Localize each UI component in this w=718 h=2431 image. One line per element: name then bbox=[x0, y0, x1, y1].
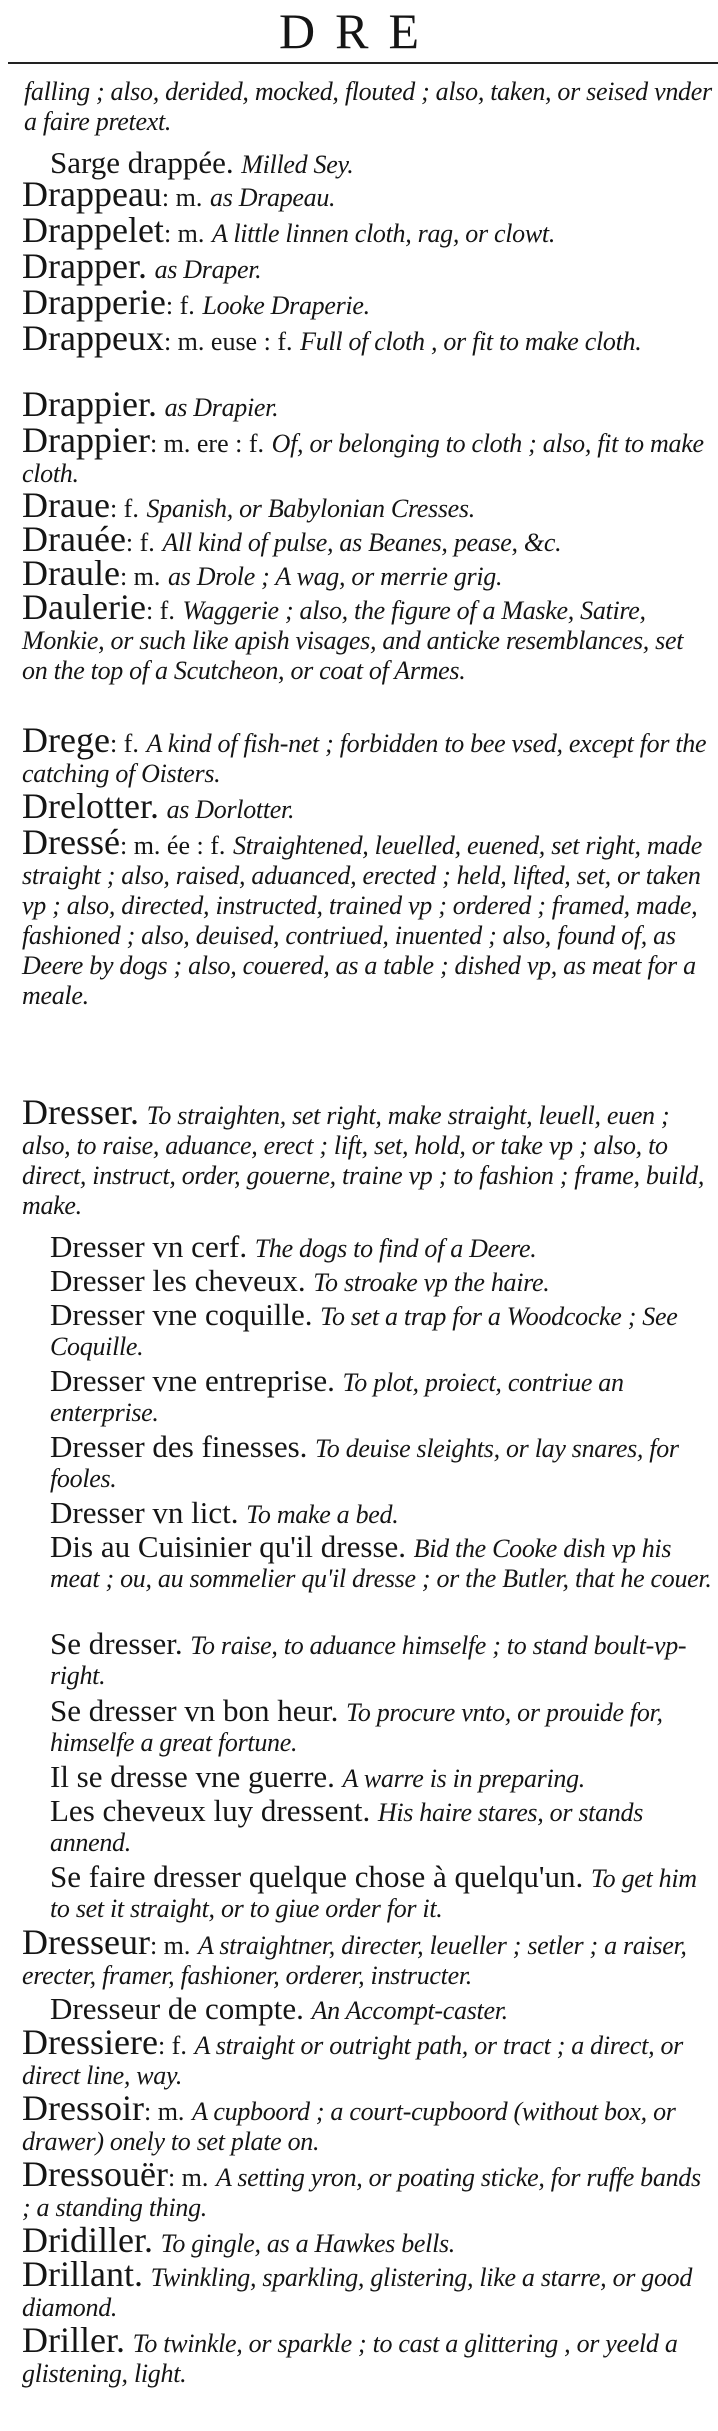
gloss: Looke Draperie. bbox=[202, 291, 370, 320]
headword: Drappier bbox=[22, 420, 150, 460]
dictionary-entry bbox=[22, 420, 712, 488]
grammar-label: : m. bbox=[119, 562, 161, 591]
gloss: To twinkle, or sparkle ; to cast a glittering , or yeeld a glistening, light. bbox=[22, 2329, 678, 2388]
gloss: A straightner, directer, leueller ; setler ; a raiser, erecter, framer, fashioner, orderer, instructer. bbox=[22, 1931, 687, 1990]
gloss: Of, or belonging to cloth ; also, fit to make cloth. bbox=[22, 429, 704, 488]
headword: Dresser les cheveux. bbox=[50, 1263, 306, 1298]
grammar-label: : m. ée : f. bbox=[119, 831, 226, 860]
gloss: His haire stares, or stands annend. bbox=[50, 1798, 644, 1857]
gloss: Full of cloth , or fit to make cloth. bbox=[300, 327, 642, 356]
headword: Il se dresse vne guerre. bbox=[50, 1759, 335, 1794]
dictionary-entry bbox=[22, 2254, 712, 2322]
dictionary-entry bbox=[22, 519, 712, 559]
phrase-entry bbox=[50, 1297, 712, 1361]
running-head: DRE bbox=[279, 3, 439, 59]
phrase-entry bbox=[50, 1793, 712, 1857]
gloss: All kind of pulse, as Beanes, pease, &c. bbox=[162, 528, 562, 557]
dictionary-entry bbox=[22, 822, 712, 1010]
grammar-label: : m. bbox=[163, 219, 205, 248]
headword: Drappier. bbox=[22, 384, 157, 424]
phrase-entry bbox=[50, 1759, 712, 1794]
headword: Drapper. bbox=[22, 246, 147, 286]
dictionary-entry bbox=[22, 2154, 712, 2222]
headword: Dresser vne coquille. bbox=[50, 1297, 313, 1332]
headword: Se dresser. bbox=[50, 1626, 183, 1661]
phrase-entry bbox=[50, 1229, 712, 1264]
gloss: A little linnen cloth, rag, or clowt. bbox=[212, 219, 556, 248]
headword: Dressiere bbox=[22, 2022, 158, 2062]
headword: Dressé bbox=[22, 822, 120, 862]
headword: Drelotter. bbox=[22, 786, 159, 826]
gloss: as Drapier. bbox=[164, 393, 279, 422]
dictionary-entry bbox=[22, 1092, 712, 1220]
dictionary-entry bbox=[22, 720, 712, 788]
gloss: A kind of fish-net ; forbidden to bee vsed, except for the catching of Oisters. bbox=[22, 729, 707, 788]
headword: Dresser vn cerf. bbox=[50, 1229, 248, 1264]
gloss: Waggerie ; also, the figure of a Maske, Satire, Monkie, or such like apish visages, and anticke resemblances, set on the top of a Scutcheon, or coat of Armes. bbox=[22, 596, 684, 685]
grammar-label: : m. bbox=[167, 2163, 209, 2192]
headword: Drappelet bbox=[22, 210, 164, 250]
grammar-label: : f. bbox=[165, 291, 195, 320]
headword: Dresser. bbox=[22, 1092, 139, 1132]
dictionary-entry bbox=[22, 587, 712, 685]
dictionary-entry bbox=[22, 2320, 712, 2388]
headword: Dresser vne entreprise. bbox=[50, 1363, 335, 1398]
headword: Se dresser vn bon heur. bbox=[50, 1693, 339, 1728]
gloss: To plot, proiect, contriue an enterprise. bbox=[50, 1368, 624, 1427]
phrase-entry bbox=[50, 1363, 712, 1427]
grammar-label: : m. bbox=[143, 2097, 185, 2126]
headword: Drege bbox=[22, 720, 110, 760]
grammar-label: : f. bbox=[125, 528, 155, 557]
gloss: as Drapeau. bbox=[210, 183, 336, 212]
dictionary-entry bbox=[22, 384, 712, 424]
headword: Driller. bbox=[22, 2320, 125, 2360]
grammar-label: : f. bbox=[109, 494, 139, 523]
phrase-entry bbox=[50, 1991, 712, 2026]
phrase-entry bbox=[50, 1263, 712, 1298]
dictionary-entry bbox=[22, 1922, 712, 1990]
headword: Drappeux bbox=[22, 318, 164, 358]
headword: Daulerie bbox=[22, 587, 146, 627]
gloss: A warre is in preparing. bbox=[342, 1764, 585, 1793]
phrase-entry bbox=[50, 1429, 712, 1493]
grammar-label: : f. bbox=[157, 2031, 187, 2060]
gloss: The dogs to find of a Deere. bbox=[254, 1234, 537, 1263]
header-rule bbox=[8, 62, 718, 64]
dictionary-entry bbox=[22, 2022, 712, 2090]
grammar-label: : m. bbox=[149, 1931, 191, 1960]
headword: Drillant. bbox=[22, 2254, 143, 2294]
grammar-label: : m. ere : f. bbox=[149, 429, 265, 458]
headword: Dresser des finesses. bbox=[50, 1429, 308, 1464]
headword: Dressoir bbox=[22, 2088, 144, 2128]
continued-entry bbox=[24, 76, 714, 136]
page-header bbox=[0, 0, 718, 70]
gloss: To make a bed. bbox=[246, 1500, 399, 1529]
gloss: Spanish, or Babylonian Cresses. bbox=[146, 494, 475, 523]
headword: Dresseur de compte. bbox=[50, 1991, 304, 2026]
dictionary-entry bbox=[22, 210, 712, 250]
gloss: To raise, to aduance himselfe ; to stand boult-vp-right. bbox=[50, 1631, 687, 1690]
gloss: To stroake vp the haire. bbox=[313, 1268, 550, 1297]
gloss: Twinkling, sparkling, glistering, like a starre, or good diamond. bbox=[22, 2263, 693, 2322]
gloss: To procure vnto, or prouide for, himselfe a great fortune. bbox=[50, 1698, 663, 1757]
gloss: An Accompt-caster. bbox=[311, 1996, 508, 2025]
dictionary-entry bbox=[22, 786, 712, 826]
gloss: To straighten, set right, make straight, leuell, euen ; also, to raise, aduance, erect ; lift, set, hold, or take vp ; also, to direct, instruct, order, gouerne, traine vp ; to fashion ; frame, build, make. bbox=[22, 1101, 705, 1220]
phrase-entry bbox=[50, 1859, 712, 1923]
headword: Dis au Cuisinier qu'il dresse. bbox=[50, 1529, 407, 1564]
headword: Drauée bbox=[22, 519, 126, 559]
gloss: as Draper. bbox=[154, 255, 262, 284]
grammar-label: : f. bbox=[109, 729, 139, 758]
gloss: Bid the Cooke dish vp his meat ; ou, au sommelier qu'il dresse ; or the Butler, that he couer. bbox=[50, 1534, 712, 1593]
gloss: as Dorlotter. bbox=[166, 795, 295, 824]
headword: Dresser vn lict. bbox=[50, 1495, 239, 1530]
headword: Drappeau bbox=[22, 174, 162, 214]
headword: Dressouër bbox=[22, 2154, 168, 2194]
dictionary-entry bbox=[22, 318, 712, 358]
gloss: To get him to set it straight, or to giue order for it. bbox=[50, 1864, 697, 1923]
phrase-entry bbox=[50, 1529, 712, 1593]
phrase-entry bbox=[50, 1626, 712, 1690]
gloss: A cupboord ; a court-cupboord (without box, or drawer) onely to set plate on. bbox=[22, 2097, 676, 2156]
gloss: A straight or outright path, or tract ; a direct, or direct line, way. bbox=[22, 2031, 683, 2090]
headword: Draue bbox=[22, 485, 110, 525]
headword: Draule bbox=[22, 553, 120, 593]
headword: Les cheveux luy dressent. bbox=[50, 1793, 371, 1828]
gloss: Straightened, leuelled, euened, set right, made straight ; also, raised, aduanced, erected ; held, lifted, set, or taken vp ; also, directed, instructed, trained vp ; ordered ; framed, made, fashioned ; also, deuised, contriued, inuented ; also, found of, as Deere by dogs ; also, couered, as a table ; dished vp, as meat for a meale. bbox=[22, 831, 702, 1010]
headword: Dresseur bbox=[22, 1922, 150, 1962]
gloss: To deuise sleights, or lay snares, for fooles. bbox=[50, 1434, 679, 1493]
phrase-entry bbox=[50, 1495, 712, 1530]
headword: Sarge drappée. bbox=[50, 145, 234, 180]
phrase-entry bbox=[50, 1693, 712, 1757]
gloss: To gingle, as a Hawkes bells. bbox=[160, 2229, 456, 2258]
gloss: Milled Sey. bbox=[241, 150, 354, 179]
grammar-label: : f. bbox=[145, 596, 175, 625]
gloss: falling ; also, derided, mocked, flouted ; also, taken, or seised vnder a faire pretext. bbox=[24, 77, 712, 136]
headword: Dridiller. bbox=[22, 2220, 153, 2260]
dictionary-entry bbox=[22, 174, 712, 214]
dictionary-entry bbox=[22, 2088, 712, 2156]
gloss: To set a trap for a Woodcocke ; See Coquille. bbox=[50, 1302, 678, 1361]
dictionary-entry bbox=[22, 246, 712, 286]
headword: Se faire dresser quelque chose à quelqu'un. bbox=[50, 1859, 584, 1894]
headword: Drapperie bbox=[22, 282, 166, 322]
gloss: A setting yron, or poating sticke, for ruffe bands ; a standing thing. bbox=[22, 2163, 701, 2222]
dictionary-entry bbox=[22, 282, 712, 322]
grammar-label: : m. bbox=[161, 183, 203, 212]
gloss: as Drole ; A wag, or merrie grig. bbox=[168, 562, 503, 591]
grammar-label: : m. euse : f. bbox=[163, 327, 293, 356]
